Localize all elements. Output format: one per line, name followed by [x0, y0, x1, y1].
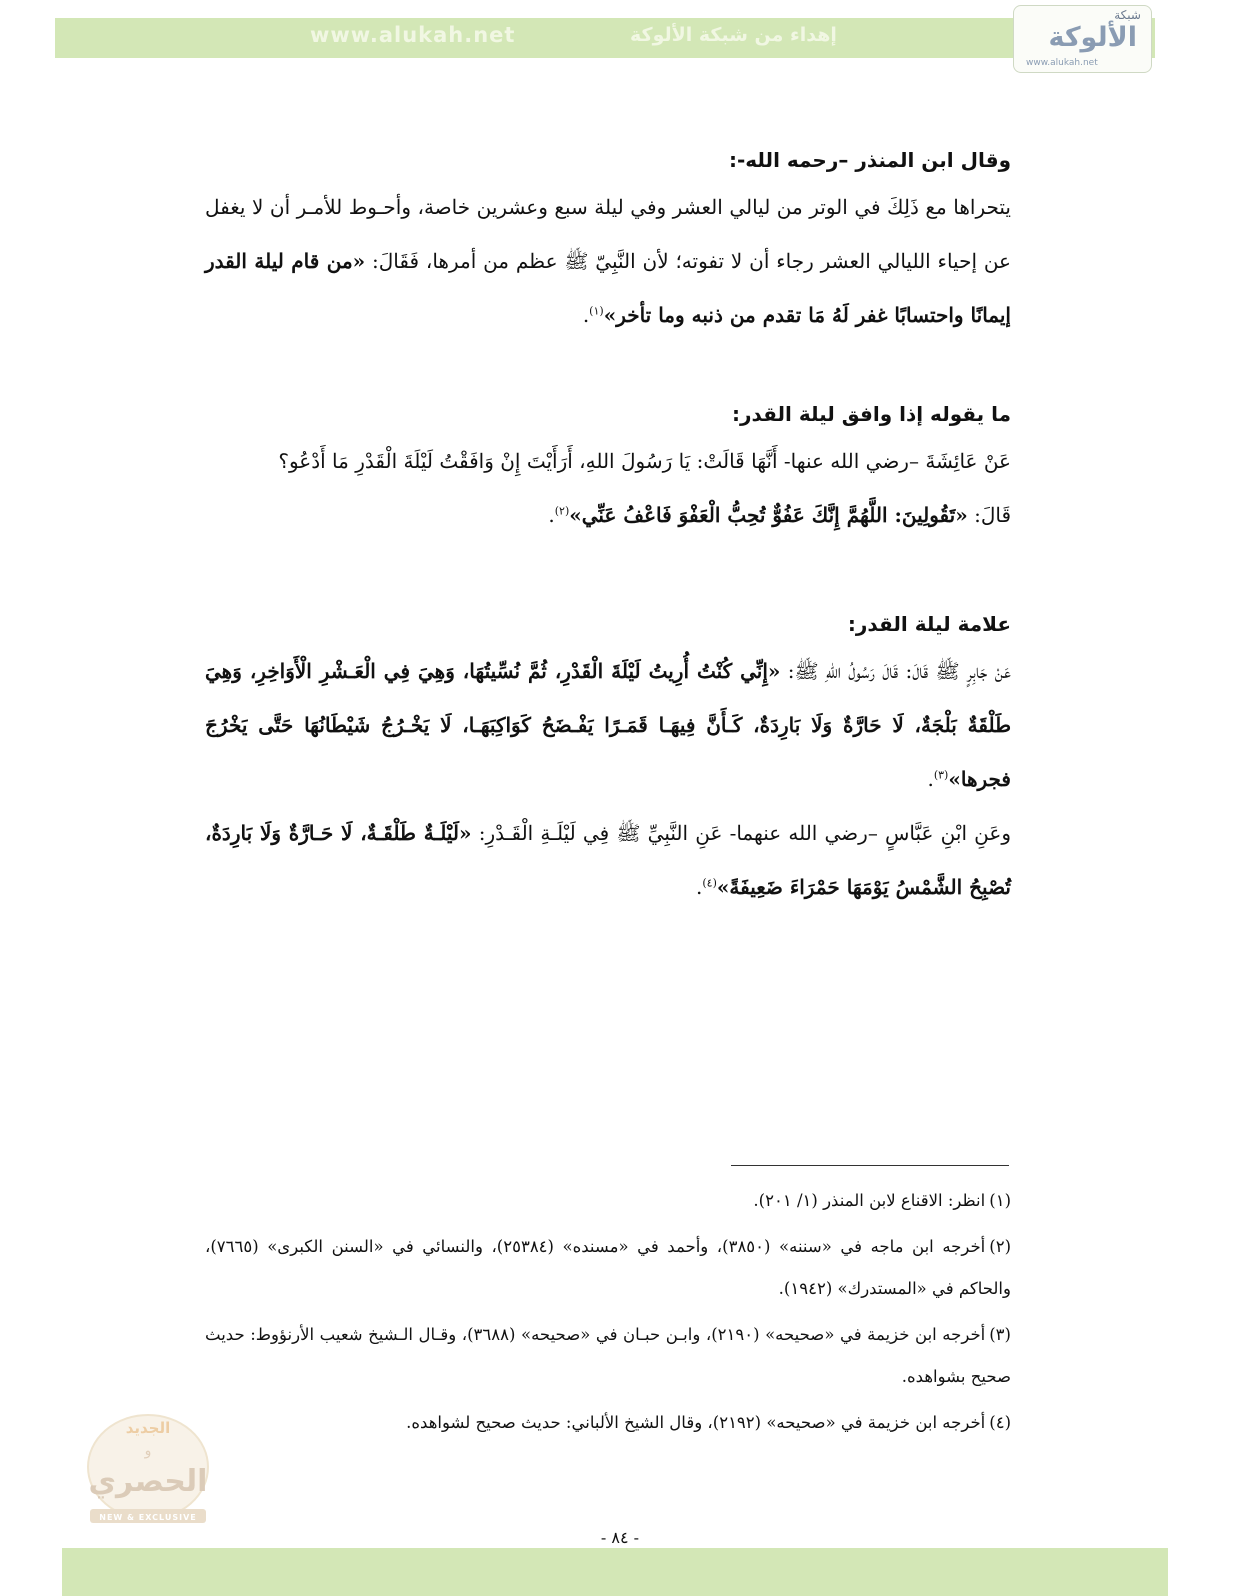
paragraph-text: عَنْ جَابِرٍ ﷺ قَالَ: قَالَ رَسُولُ اللهِ ﷺ:: [780, 659, 1011, 683]
footnote-ref[interactable]: (٣): [933, 768, 949, 782]
section-heading-dua: ما يقوله إذا وافق ليلة القدر:: [732, 402, 1011, 426]
main-content: [205, 140, 1011, 914]
footnote-item: [205, 1226, 1011, 1310]
paragraph-dua: [205, 488, 1011, 542]
footnote-text: انظر: الاقناع لابن المنذر (١/ ٢٠١).: [753, 1191, 986, 1210]
footnote-text: أخرجه ابن ماجه في «سننه» (٣٨٥٠)، وأحمد في «مسنده» (٢٥٣٨٤)، والنسائي في «السنن الكبرى» (٧٦٦٥)، والحاكم في «المستدرك» (١٩٤٢).: [205, 1237, 1011, 1298]
section-heading-signs: علامة ليلة القدر:: [847, 612, 1011, 636]
hadith-quote: «من قام ليلة القدر إيمانًا واحتسابًا غفر لَهُ مَا تقدم من ذنبه وما تأخر»: [205, 249, 1011, 327]
badge-bottom-text: NEW & EXCLUSIVE: [99, 1513, 197, 1522]
paragraph-ibn-al-mundhir: [205, 180, 1011, 342]
footnote-item: [205, 1314, 1011, 1398]
footnote-item: [205, 1402, 1011, 1444]
paragraph-end: .: [696, 875, 703, 899]
footnote-ref[interactable]: (٤): [702, 876, 717, 890]
footnote-number: (١): [989, 1191, 1011, 1210]
footnote-text: أخرجه ابن خزيمة في «صحيحه» (٢١٩٢)، وقال الشيخ الألباني: حديث صحيح لشواهده.: [406, 1413, 986, 1432]
footnote-divider: [731, 1165, 1009, 1166]
footnote-ref[interactable]: (٢): [554, 504, 570, 518]
header-tagline: إهداء من شبكة الألوكة: [630, 24, 837, 46]
badge-main-text: الحصري: [88, 1464, 208, 1499]
paragraph-text: قَالَ:: [967, 503, 1011, 527]
badge-middle-text: و: [144, 1443, 152, 1459]
footnote-item: [205, 1180, 1011, 1222]
footnote-text: أخرجه ابن خزيمة في «صحيحه» (٢١٩٠)، وابـن حبـان في «صحيحه» (٣٦٨٨)، وقـال الـشيخ شعيب الأرنؤوط: حديث صحيح بشواهده.: [205, 1325, 1011, 1386]
paragraph-text: وعَنِ ابْنِ عَبَّاسٍ –رضي الله عنهما- عَنِ النَّبِيِّ ﷺ فِي لَيْلَـةِ الْقَـدْرِ:: [471, 821, 1011, 845]
hadith-quote: «تَقُولِينَ: اللَّهُمَّ إِنَّكَ عَفُوٌّ تُحِبُّ الْعَفْوَ فَاعْفُ عَنِّي»: [569, 503, 968, 527]
footnote-number: (٣): [989, 1325, 1011, 1344]
badge-top-text: الجديد: [125, 1419, 171, 1437]
footnote-number: (٢): [989, 1237, 1012, 1256]
header-url: www.alukah.net: [310, 23, 516, 47]
footnote-ref[interactable]: (١): [589, 304, 604, 318]
footnotes: [205, 1180, 1011, 1448]
logo-url-text: www.alukah.net: [1026, 58, 1098, 68]
header-banner: [55, 18, 1155, 58]
alukah-logo: [1013, 5, 1152, 73]
footnote-number: (٤): [989, 1413, 1011, 1432]
paragraph-end: .: [548, 503, 555, 527]
hadith-quote: «إِنِّي كُنْتُ أُرِيتُ لَيْلَةَ الْقَدْرِ، ثُمَّ نُسِّيتُهَا، وَهِيَ فِي الْعَـشْرِ الْأَوَاخِرِ، وَهِيَ طَلْقَةٌ بَلْجَةٌ، لَا حَارَّةٌ وَلَا بَارِدَةٌ، كَـأَنَّ فِيهَـا قَمَـرًا يَفْـضَحُ كَوَاكِبَهَـا، لَا يَخْـرُجُ شَيْطَانُهَا حَتَّى يَخْرُجَ فجرها»: [205, 659, 1011, 791]
hadith-quote: «لَيْلَـةٌ طَلْقَـةٌ، لَا حَـارَّةٌ وَلَا بَارِدَةٌ، تُصْبِحُ الشَّمْسُ يَوْمَهَا حَمْرَاءَ ضَعِيفَةً»: [205, 821, 1011, 899]
page-number: - ٨٤ -: [600, 1528, 640, 1547]
paragraph-end: .: [582, 303, 590, 327]
logo-top-text: شبكة: [1114, 8, 1141, 22]
paragraph-jabir: [205, 644, 1011, 806]
section-heading-ibn-al-mundhir: وقال ابن المنذر –رحمه الله-:: [728, 148, 1011, 172]
paragraph-ibn-abbas: [205, 806, 1011, 914]
paragraph-text: يتحراها مع ذَلِكَ في الوتر من ليالي العشر وفي ليلة سبع وعشرين خاصة، وأحـوط للأمـر أن لا يغفل عن إحياء الليالي العشر رجاء أن لا تفوته؛ لأن النَّبِيّ ﷺ عظم من أمرها، فَقَالَ:: [205, 195, 1011, 273]
footer-band: [62, 1548, 1168, 1596]
paragraph-aisha: عَنْ عَائِشَةَ –رضي الله عنها- أَنَّهَا قَالَتْ: يَا رَسُولَ اللهِ، أَرَأَيْتَ إِنْ وَافَقْتُ لَيْلَةَ الْقَدْرِ مَا أَدْعُو؟: [278, 449, 1011, 473]
new-exclusive-badge-icon: [82, 1405, 214, 1530]
logo-main-text: الألوكة: [1048, 22, 1137, 53]
paragraph-end: .: [927, 767, 934, 791]
